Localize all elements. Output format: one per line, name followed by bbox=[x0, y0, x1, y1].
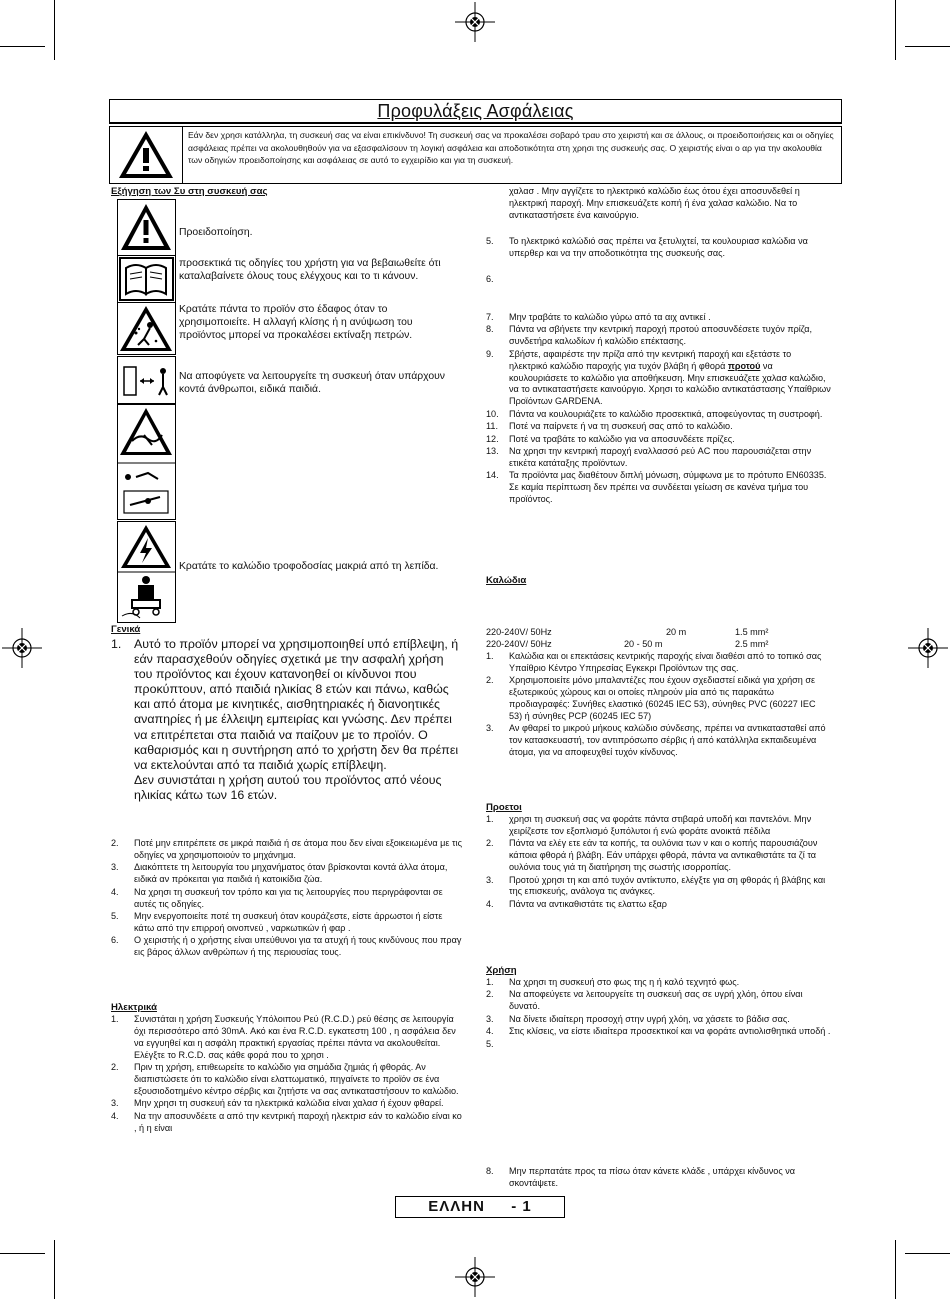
list-text: Να χρησι την κεντρική παροχή εναλλασσό ρεύ AC που παρουσιάζεται στην ετικέτα κατάταξης προϊόντων. bbox=[509, 445, 812, 468]
list-item bbox=[486, 349, 831, 409]
symbol-electric-shock-box bbox=[117, 521, 176, 623]
list-number: 3. bbox=[486, 1013, 494, 1024]
electrical-list-continued-c bbox=[486, 312, 831, 507]
list-item bbox=[486, 421, 831, 433]
list-text: Αν φθαρεί το μικρού μήκους καλώδιο σύνδεσης, πρέπει να αντικατασταθεί από τον κατασκευαστή, τον αντιπρόσωπο σέρβις ή από κατάλληλα εκπαιδευμένα άτομα, για να αποφευχθεί τυχόν κίνδυνος. bbox=[509, 723, 826, 758]
list-number: 8. bbox=[486, 324, 494, 335]
list-number: 2. bbox=[486, 989, 494, 1000]
list-item bbox=[111, 1098, 463, 1110]
warning-triangle-icon bbox=[118, 200, 175, 255]
registration-mark-icon bbox=[455, 1257, 495, 1297]
list-text: Πριν τη χρήση, επιθεωρείτε το καλώδιο για σημάδια ζημιάς ή φθοράς. Αν διαπιστώσετε ότι το καλώδιο είναι ελαττωματικό, πηγαίνετε το προϊόν σε ένα εξουσιοδοτημένο κέντρο σέρβις και ζητήστε να σας αντικαταστήσουν το καλώδιο. bbox=[134, 1062, 459, 1096]
list-number: 6. bbox=[486, 274, 494, 284]
list-item bbox=[486, 875, 831, 899]
list-text: Σβήστε, αφαιρέστε την πρίζα από την κεντρική παροχή και εξετάστε το ηλεκτρικό καλώδιο παροχής για τυχόν βλάβη ή φθορά προτού να κουλουριάσετε το καλώδιο για αποθήκευση. Μην επισκευάζετε χαλασ καλώδιο, να το αντικαταστήσετε καινούργιο. Χρησι το καλώδιο αντικατάστασης Υπαίθριων Προϊόντων GARDENA. bbox=[509, 348, 831, 407]
before-list bbox=[486, 814, 831, 911]
electrical-list-continued-b bbox=[486, 274, 831, 284]
list-item bbox=[111, 637, 463, 803]
list-number: 1. bbox=[486, 814, 494, 824]
list-number: 4. bbox=[111, 886, 119, 897]
cable-section: 2.5 mm² bbox=[735, 638, 769, 649]
usage-list-end bbox=[486, 1166, 831, 1190]
list-text: χρησι τη συσκευή σας να φοράτε πάντα στιβαρά υποδή και παντελόνι. Μην χειρίζεστε τον εξοπλισμό ξυπόλυτοι ή ενώ φοράτε ανοικτά πέδιλα bbox=[509, 814, 812, 836]
cable-length: 20 m bbox=[666, 627, 687, 637]
list-item bbox=[486, 1166, 831, 1190]
list-number: 14. bbox=[486, 470, 499, 481]
symbol-warning-text: Προειδοποίηση. bbox=[179, 227, 253, 238]
list-number: 2. bbox=[486, 675, 494, 686]
list-item bbox=[111, 935, 463, 959]
list-item bbox=[486, 1014, 831, 1026]
list-item bbox=[111, 838, 463, 862]
registration-mark-icon bbox=[455, 2, 495, 42]
crop-mark bbox=[0, 1253, 45, 1254]
symbol-keep-distance-text: Να αποφύγετε να λειτουργείτε τη συσκευή όταν υπάρχουν κοντά άνθρωποι, ειδικά παιδιά. bbox=[179, 371, 445, 395]
list-number: 11. bbox=[486, 421, 498, 432]
table-row bbox=[486, 639, 831, 651]
list-item bbox=[486, 434, 831, 446]
list-number: 2. bbox=[486, 838, 494, 849]
list-text: Καλώδια και οι επεκτάσεις κεντρικής παροχής είναι διαθέσι από το τοπικό σας Υπαίθριο Κέντρο Υπηρεσίας Εγκεκρι Προϊόντων της σας. bbox=[509, 651, 822, 673]
list-text: Να την αποσυνδέετε α από την κεντρική παροχή ηλεκτρισ εάν το καλώδιο είναι κο , ή η είναι bbox=[134, 1110, 462, 1133]
list-item bbox=[486, 977, 831, 989]
symbol-thrown-objects-text: Κρατάτε πάντα το προϊόν στο έδαφος όταν το χρησιμοποιείτε. Η αλλαγή κλίσης ή η ανύψωση του προϊόντος μπορεί να προκαλέσει εκτίναξη πετρών. bbox=[179, 304, 413, 341]
list-number: 4. bbox=[111, 1110, 119, 1121]
list-number: 3. bbox=[111, 862, 119, 873]
intro-warning-icon-cell bbox=[110, 127, 183, 183]
thrown-objects-icon bbox=[118, 303, 175, 354]
list-text: Να δίνετε ιδιαίτερη προσοχή στην υγρή χλόη, να χάσετε το βάδισ σας. bbox=[509, 1013, 790, 1024]
list-item bbox=[111, 1062, 463, 1098]
list-item bbox=[486, 324, 831, 348]
list-number: 1. bbox=[486, 977, 494, 987]
list-text: Να αποφεύγετε να λειτουργείτε τη συσκευή σας σε υγρή χλόη, όπου είναι δυνατό. bbox=[509, 989, 803, 1012]
intro-warning-text: Εάν δεν χρησι κατάλληλα, τη συσκευή σας να είναι επικίνδυνο! Τη συσκευή σας να προκαλέσει σοβαρό τραυ στο χειριστή και σε άλλους, οι προειδοποιήσεις και οι οδηγίες ασφάλειας πρέπει να ακολουθηθούν για να εξασφαλίσουν τη λογική ασφάλεια και αποδοτικότητα στη χρησι της συσκευής σας. Ο χειριστής είναι ο αρ για την ακολουθία των οδηγιών προειδοποίησης και ασφάλειας σε αυτό το εγχειρίδιο και για τη συσκευή. bbox=[188, 130, 834, 166]
list-text: Μην χρησι τη συσκευή εάν τα ηλεκτρικά καλώδια είναι χαλασ ή έχουν φθαρεί. bbox=[134, 1098, 444, 1109]
list-item bbox=[111, 1111, 463, 1135]
list-item bbox=[486, 1026, 831, 1038]
cables-heading: Καλώδια bbox=[486, 575, 527, 586]
list-item bbox=[111, 1014, 463, 1062]
list-item bbox=[486, 723, 831, 759]
list-text: Διακόπτετε τη λειτουργία του μηχανήματος όταν βρίσκονται κοντά άλλα άτομα, ειδικά αν πρόκειται για παιδιά ή κατοικίδια ζώα. bbox=[134, 862, 448, 885]
list-text: Ποτέ να παίρνετε ή να τη συσκευή σας από το καλώδιο. bbox=[509, 421, 733, 432]
usage-heading: Χρήση bbox=[486, 965, 517, 976]
list-item bbox=[486, 312, 831, 324]
general-item-1 bbox=[111, 637, 463, 804]
electrical-continued-text: χαλασ . Μην αγγίζετε το ηλεκτρικό καλώδιο έως ότου έχει αποσυνδεθεί η ηλεκτρική παροχή. Μην επισκευάζετε κοπή ή ένα χαλασ καλώδιο. Να το αντικαταστήσετε ένα καινούργιο. bbox=[509, 186, 800, 220]
crop-mark bbox=[895, 0, 896, 60]
symbol-thrown-objects-box bbox=[117, 302, 176, 355]
symbol-manual-box bbox=[117, 255, 176, 303]
electrical-list bbox=[111, 1014, 463, 1135]
crop-mark bbox=[905, 46, 950, 47]
list-item bbox=[486, 899, 831, 911]
list-number: 8. bbox=[486, 1166, 494, 1176]
electrical-heading: Ηλεκτρικά bbox=[111, 1002, 157, 1013]
list-number: 5. bbox=[486, 236, 494, 246]
table-row bbox=[486, 627, 831, 639]
list-number: 1. bbox=[486, 651, 494, 661]
list-text: Τα προϊόντα μας διαθέτουν διπλή μόνωση, σύμφωνα με το πρότυπο EN60335. Σε καμία περίπτωση δεν πρέπει να συνδέεται γείωση σε κανένα τμήμα του προϊόντος. bbox=[509, 470, 827, 505]
list-item bbox=[111, 862, 463, 886]
list-item bbox=[486, 236, 831, 260]
usage-list bbox=[486, 977, 831, 1049]
cables-list bbox=[486, 651, 831, 760]
list-text: Ο χειριστής ή ο χρήστης είναι υπεύθυνοι για τα ατυχή ή τους κινδύνους που πραγ εις βάρος άλλων ανθρώπων ή της περιουσίας τους. bbox=[134, 935, 462, 958]
list-number: 3. bbox=[486, 723, 494, 734]
list-text: Μην τραβάτε το καλώδιο γύρω από τα αιχ αντικεί . bbox=[509, 312, 711, 322]
list-item bbox=[486, 814, 831, 838]
list-text: Να χρησι τη συσκευή τον τρόπο και για τις λειτουργίες που περιγράφονται σε αυτές τις οδηγίες. bbox=[134, 886, 443, 909]
page-title-box bbox=[109, 99, 842, 124]
list-number: 5. bbox=[486, 1038, 494, 1049]
list-item bbox=[486, 446, 831, 470]
general-item-1-text: Αυτό το προϊόν μπορεί να χρησιμοποιηθεί υπό επίβλεψη, ή εάν παρασχεθούν οδηγίες σχετικά με την ασφαλή χρήση του προϊόντος και έχουν κατανοηθεί οι κίνδυνοι που προκύπτουν, από παιδιά ηλικίας 8 ετών και πάνω, καθώς και από άτομα με κινητικές, αισθητηριακές ή διανοητικές αναπηρίες ή με έλλειψη εμπειρίας και γνώσης. Δεν πρέπει να επιτρέπεται στα παιδιά να παίζουν με το προϊόν. Ο καθαρισμός και η συντήρηση από το χρήστη δεν θα πρέπει να εκτελούνται από τα παιδιά χωρίς επίβλεψη. bbox=[134, 637, 459, 772]
registration-mark-icon bbox=[2, 628, 42, 668]
crop-mark bbox=[895, 1240, 896, 1299]
list-text: Να χρησι τη συσκευή στο φως της η ή καλό τεχνητό φως. bbox=[509, 977, 740, 987]
list-text: Ποτέ μην επιτρέπετε σε μικρά παιδιά ή σε άτομα που δεν είναι εξοικειωμένα με τις οδηγίες να χρησιμοποιούν το μηχάνημα. bbox=[134, 838, 462, 860]
list-text: Χρησιμοποιείτε μόνο μπαλαντέζες που έχουν σχεδιαστεί ειδικά για χρήση σε εξωτερικούς χώρους και οι οποίες πληρούν μία από τις παρακάτω προδιαγραφές: Συνήθες ελαστικό (60245 IEC 53), σύνηθες PVC (60227 IEC 53) ή σύνηθες PCP (60245 IEC 57) bbox=[509, 675, 816, 722]
list-item bbox=[486, 409, 831, 421]
footer-page-number: - 1 bbox=[511, 1198, 532, 1215]
list-number: 6. bbox=[111, 935, 119, 946]
crop-mark bbox=[905, 1253, 950, 1254]
warning-triangle-icon bbox=[110, 127, 182, 183]
symbol-electric-shock-text: Κρατάτε το καλώδιο τροφοδοσίας μακριά από τη λεπίδα. bbox=[179, 561, 439, 572]
page-footer bbox=[395, 1196, 565, 1218]
symbol-warning-box bbox=[117, 199, 176, 256]
list-item bbox=[486, 470, 831, 506]
footer-language: ΕΛΛΗΝ bbox=[428, 1198, 485, 1215]
list-number: 13. bbox=[486, 445, 499, 456]
symbol-keep-distance-box bbox=[117, 356, 176, 404]
list-item bbox=[486, 675, 831, 723]
electrical-list-continued-a bbox=[486, 236, 831, 260]
cable-table bbox=[486, 627, 831, 651]
list-text: Πάντα να ελέγ ετε εάν τα κοπής, τα ουλόνια των ν και ο κοπής παρουσιάζουν κάποια φθορά ή βλάβη. Εάν υπάρχει φθορά, πάντα να αντικαθιστάτε τα ζί τα ουλόνια τους γιά τη διατήρηση της σωστής ισορροπίας. bbox=[509, 838, 818, 873]
list-number: 1. bbox=[111, 1014, 119, 1024]
list-text: Προτού χρησι τη και από τυχόν αντίκτυπο, ελέγξτε για ση φθοράς ή βλάβης και της επισκευής, ανάλογα τις ανάγκες. bbox=[509, 874, 826, 897]
emphasis-underline: προτού bbox=[727, 360, 761, 371]
list-number: 1. bbox=[111, 637, 122, 651]
intro-warning-box bbox=[109, 126, 842, 184]
registration-mark-icon bbox=[908, 628, 948, 668]
symbol-manual-text: προσεκτικά τις οδηγίες του χρήστη για να βεβαιωθείτε ότι καταλαβαίνετε όλους τους ελέγχους και το τι κάνουν. bbox=[179, 258, 441, 282]
list-number: 3. bbox=[486, 874, 494, 885]
list-number: 2. bbox=[111, 1062, 119, 1073]
list-item bbox=[486, 838, 831, 874]
list-text: Ποτέ να τραβάτε το καλώδιο για να αποσυνδέετε πρίζες. bbox=[509, 433, 735, 444]
list-number: 10. bbox=[486, 408, 499, 419]
general-heading: Γενικά bbox=[111, 624, 141, 635]
list-text: Συνιστάται η χρήση Συσκευής Υπόλοιπου Ρεύ (R.C.D.) ρεύ θέσης σε λειτουργία όχι περισσότερο από 30mA. Ακό και ένα R.C.D. εγκατεστη 100 , η ασφάλεια δεν να εγγυηθεί και η ασφάλη πρακτική εργασίας πρέπει πάντα να ακολουθείται. Ελέγξτε το R.C.D. σας κάθε φορά που το χρησι . bbox=[134, 1014, 456, 1060]
general-list bbox=[111, 838, 463, 960]
list-number: 4. bbox=[486, 1026, 494, 1037]
symbols-heading: Εξήγηση των Συ στη συσκευή σας bbox=[111, 186, 268, 197]
list-text: Μην ενεργοποιείτε ποτέ τη συσκευή όταν κουράζεστε, είστε άρρωστοι ή είστε κάτω από την επιρροή οινοπνεύ , ναρκωτικών ή φαρ . bbox=[134, 910, 443, 933]
list-item bbox=[111, 911, 463, 935]
list-number: 12. bbox=[486, 433, 499, 444]
electric-shock-icon bbox=[118, 522, 175, 622]
crop-mark bbox=[54, 1240, 55, 1299]
list-text: Στις κλίσεις, να είστε ιδιαίτερα προσεκτικοί και να φοράτε αντιολισθητικά υποδή . bbox=[509, 1026, 831, 1037]
list-item bbox=[111, 887, 463, 911]
cable-length: 20 - 50 m bbox=[624, 638, 663, 649]
list-text: Πάντα να κουλουριάζετε το καλώδιο προσεκτικά, αποφεύγοντας τη συστροφή. bbox=[509, 408, 823, 419]
page-title: Προφυλάξεις Ασφάλειας bbox=[377, 101, 574, 121]
list-number: 3. bbox=[111, 1098, 119, 1109]
symbol-cable-damage-box bbox=[117, 404, 176, 520]
list-number: 4. bbox=[486, 898, 494, 909]
cable-section: 1.5 mm² bbox=[735, 627, 769, 637]
cable-damage-icon bbox=[118, 405, 175, 519]
crop-mark bbox=[0, 46, 45, 47]
list-number: 5. bbox=[111, 910, 119, 921]
list-text: Μην περπατάτε προς τα πίσω όταν κάνετε κλάδε , υπάρχει κίνδυνος να σκοντάψετε. bbox=[509, 1166, 796, 1188]
list-number: 2. bbox=[111, 838, 119, 848]
list-number: 7. bbox=[486, 312, 494, 322]
general-item-1-text-2: Δεν συνιστάται η χρήση αυτού του προϊόντος από νέους ηλικίας κάτω των 16 ετών. bbox=[134, 772, 442, 802]
list-text: Το ηλεκτρικό καλώδιό σας πρέπει να ξετυλιχτεί, τα κουλουριασ καλώδια να υπερθερ και να την αποδοτικότητα της συσκευής σας. bbox=[509, 236, 808, 258]
list-number: 9. bbox=[486, 348, 494, 359]
list-item bbox=[486, 651, 831, 675]
keep-distance-icon bbox=[118, 357, 175, 403]
cable-voltage: 220-240V/ 50Hz bbox=[486, 638, 552, 649]
list-item bbox=[486, 989, 831, 1013]
list-text: Πάντα να σβήνετε την κεντρική παροχή προτού αποσυνδέσετε τυχόν πρίζα, συνδετήρα καλωδίων ή καλώδιο επέκτασης. bbox=[509, 324, 812, 347]
cable-voltage: 220-240V/ 50Hz bbox=[486, 627, 552, 637]
crop-mark bbox=[54, 0, 55, 60]
read-manual-icon bbox=[118, 256, 175, 302]
list-text: Πάντα να αντικαθιστάτε τις ελαττω εξαρ bbox=[509, 898, 667, 909]
before-heading: Προετοι bbox=[486, 802, 522, 813]
